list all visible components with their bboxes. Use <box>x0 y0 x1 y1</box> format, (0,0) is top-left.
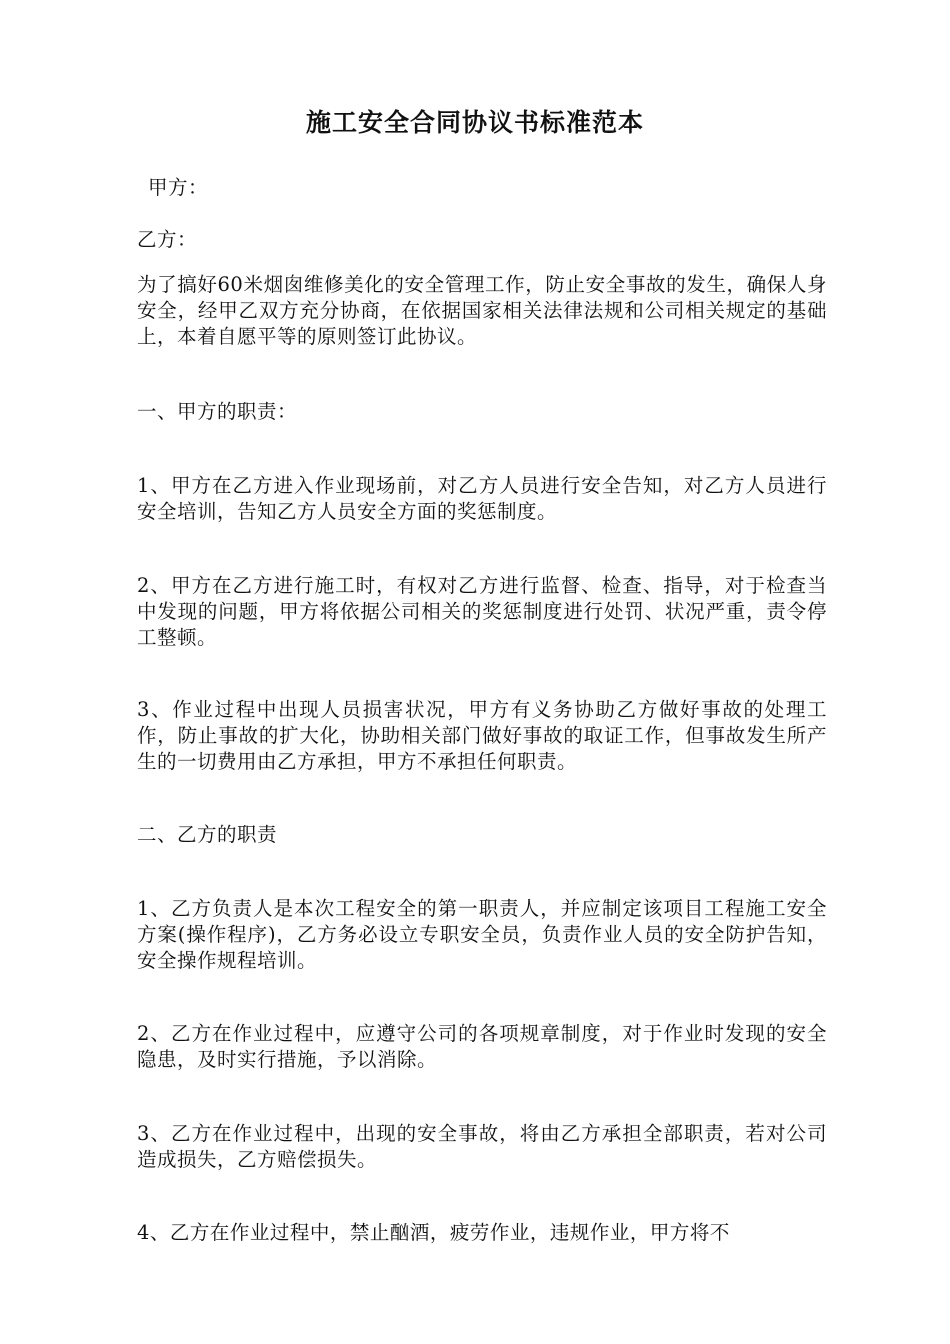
section-b-item-2: 2、乙方在作业过程中，应遵守公司的各项规章制度，对于作业时发现的安全隐患，及时实行措施，予以消除。 <box>137 1022 827 1071</box>
section-b-item-1: 1、乙方负责人是本次工程安全的第一职责人，并应制定该项目工程施工安全方案(操作程序)，乙方务必设立专职安全员，负责作业人员的安全防护告知，安全操作规程培训。 <box>137 897 827 972</box>
party-a-label: 甲方： <box>148 176 209 199</box>
intro-paragraph: 为了搞好60米烟囱维修美化的安全管理工作，防止安全事故的发生，确保人身安全，经甲乙双方充分协商，在依据国家相关法律法规和公司相关规定的基础上，本着自愿平等的原则签订此协议。 <box>137 273 827 348</box>
section-b-heading: 二、乙方的职责 <box>137 823 278 846</box>
section-b-item-3: 3、乙方在作业过程中，出现的安全事故，将由乙方承担全部职责，若对公司造成损失，乙方赔偿损失。 <box>137 1122 827 1171</box>
section-a-item-1: 1、甲方在乙方进入作业现场前，对乙方人员进行安全告知，对乙方人员进行安全培训，告知乙方人员安全方面的奖惩制度。 <box>137 474 827 523</box>
section-a-item-3: 3、作业过程中出现人员损害状况，甲方有义务协助乙方做好事故的处理工作，防止事故的扩大化，协助相关部门做好事故的取证工作，但事故发生所产生的一切费用由乙方承担，甲方不承担任何职责。 <box>137 698 827 773</box>
party-b-label: 乙方： <box>137 228 198 251</box>
section-a-heading: 一、甲方的职责： <box>137 400 298 423</box>
document-title: 施工安全合同协议书标准范本 <box>305 108 644 137</box>
section-a-item-2: 2、甲方在乙方进行施工时，有权对乙方进行监督、检查、指导，对于检查当中发现的问题，甲方将依据公司相关的奖惩制度进行处罚、状况严重，责令停工整顿。 <box>137 574 827 649</box>
section-b-item-4: 4、乙方在作业过程中，禁止酗酒，疲劳作业，违规作业，甲方将不 <box>137 1221 730 1244</box>
